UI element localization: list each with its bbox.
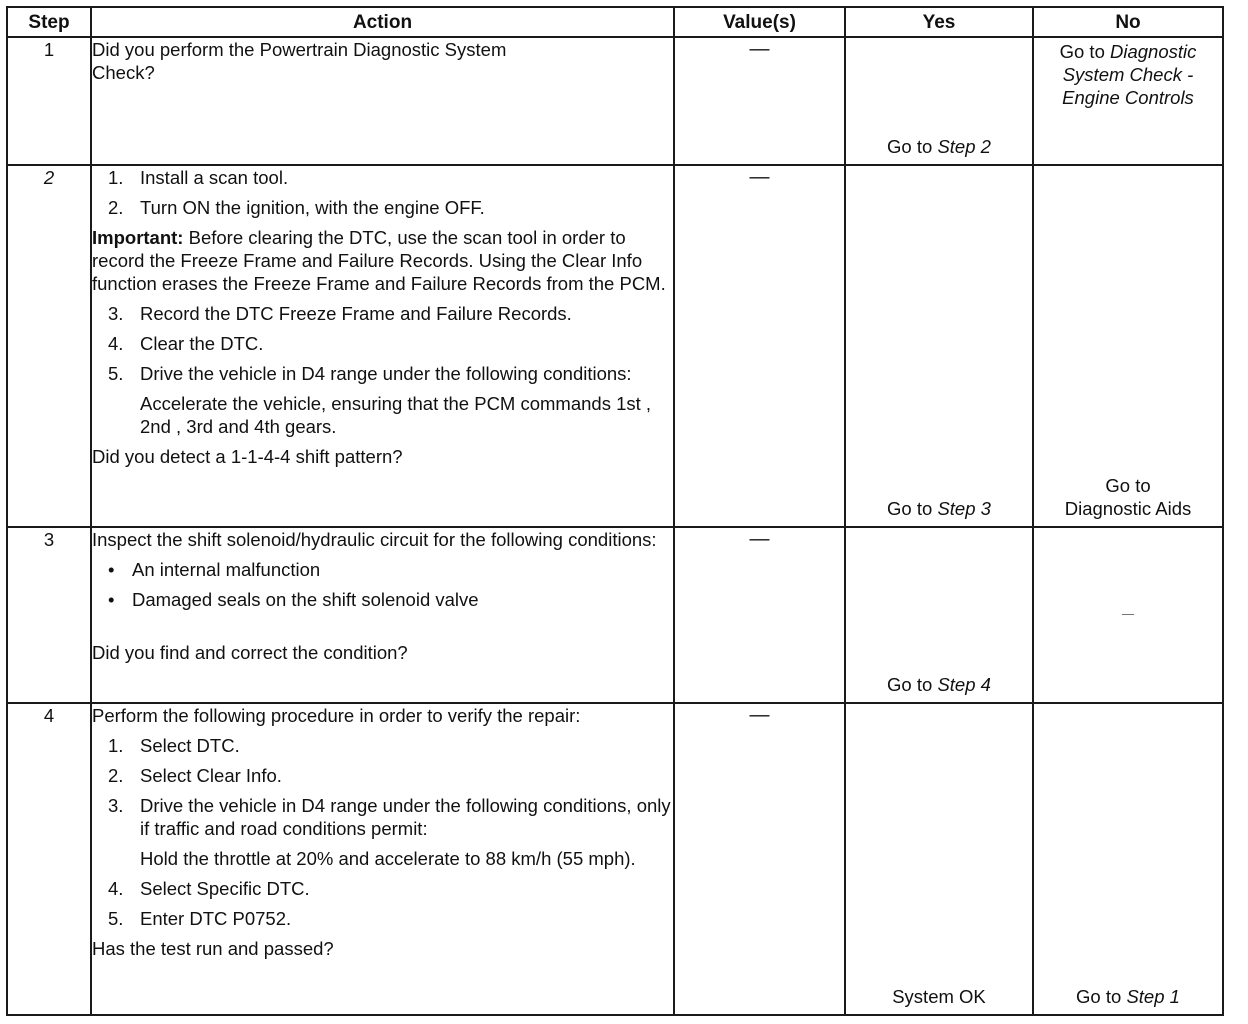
- no-step-link[interactable]: Step 1: [1126, 986, 1180, 1007]
- action-intro: Perform the following procedure in order to verify the repair:: [92, 705, 581, 726]
- step-number: 2: [7, 165, 91, 527]
- item-text: Clear the DTC.: [140, 333, 264, 354]
- no-result[interactable]: [1034, 985, 1222, 1008]
- header-step: Step: [7, 7, 91, 37]
- item-number: 3.: [108, 795, 124, 816]
- value-cell: —: [674, 527, 845, 703]
- value-cell: —: [674, 37, 845, 165]
- step-number: 3: [7, 527, 91, 703]
- action-cell: [91, 703, 674, 1015]
- yes-cell: [845, 527, 1033, 703]
- no-cell: [1033, 165, 1223, 527]
- item-number: 2.: [108, 197, 124, 218]
- table-row-step-1: [7, 37, 1223, 165]
- list-item: [92, 588, 673, 611]
- header-row: [7, 7, 1223, 37]
- list-item: [92, 558, 673, 581]
- important-note: [92, 226, 673, 295]
- yes-result[interactable]: [846, 135, 1032, 158]
- action-question: Has the test run and passed?: [92, 938, 334, 959]
- yes-prefix: Go to: [887, 498, 938, 519]
- item-text: Select Clear Info.: [140, 765, 282, 786]
- header-no: No: [1033, 7, 1223, 37]
- yes-step-link[interactable]: Step 2: [937, 136, 991, 157]
- header-yes: Yes: [845, 7, 1033, 37]
- yes-result[interactable]: [846, 497, 1032, 520]
- header-values: Value(s): [674, 7, 845, 37]
- item-text: Select Specific DTC.: [140, 878, 310, 899]
- value-cell: —: [674, 703, 845, 1015]
- step-number: 4: [7, 703, 91, 1015]
- value-cell: —: [674, 165, 845, 527]
- table-row-step-4: [7, 703, 1223, 1015]
- no-prefix: Go to: [1059, 41, 1110, 62]
- yes-prefix: Go to: [887, 674, 938, 695]
- important-label: Important:: [92, 227, 184, 248]
- yes-cell: [845, 703, 1033, 1015]
- item-text: Enter DTC P0752.: [140, 908, 292, 929]
- action-cell: [91, 165, 674, 527]
- list-item: [92, 794, 673, 840]
- table-row-step-2: [7, 165, 1223, 527]
- action-cell: [91, 527, 674, 703]
- action-question: Did you detect a 1-1-4-4 shift pattern?: [92, 446, 403, 467]
- yes-cell: [845, 37, 1033, 165]
- yes-cell: [845, 165, 1033, 527]
- item-text: Turn ON the ignition, with the engine OFF.: [140, 197, 485, 218]
- important-text: Before clearing the DTC, use the scan tool in order to record the Freeze Frame and Failure Records. Using the Clear Info function erases the Freeze Frame and Failure Records from the PCM.: [92, 227, 666, 294]
- yes-step-link[interactable]: Step 3: [937, 498, 991, 519]
- table-row-step-3: [7, 527, 1223, 703]
- sub-instruction: Accelerate the vehicle, ensuring that the PCM commands 1st , 2nd , 3rd and 4th gears.: [140, 393, 652, 437]
- diagnostic-table: [6, 6, 1224, 1016]
- item-number: 2.: [108, 765, 124, 786]
- no-result[interactable]: Go to Diagnostic Aids: [1064, 475, 1192, 519]
- item-text: Drive the vehicle in D4 range under the following conditions:: [140, 363, 632, 384]
- item-number: 3.: [108, 303, 124, 324]
- no-prefix: Go to: [1076, 986, 1127, 1007]
- action-question: Did you find and correct the condition?: [92, 642, 408, 663]
- header-action: Action: [91, 7, 674, 37]
- item-text: Record the DTC Freeze Frame and Failure Records.: [140, 303, 572, 324]
- action-intro: Inspect the shift solenoid/hydraulic circuit for the following conditions:: [92, 529, 657, 550]
- list-item: [92, 302, 673, 325]
- list-item: [92, 332, 673, 355]
- item-text: An internal malfunction: [132, 559, 321, 580]
- item-number: 5.: [108, 908, 124, 929]
- item-number: 1.: [108, 735, 124, 756]
- item-number: 4.: [108, 333, 124, 354]
- list-item: [92, 166, 673, 189]
- yes-prefix: Go to: [887, 136, 938, 157]
- item-number: 5.: [108, 363, 124, 384]
- action-cell: [91, 37, 674, 165]
- no-cell: [1033, 37, 1223, 165]
- list-item: [92, 196, 673, 219]
- item-text: Install a scan tool.: [140, 167, 289, 188]
- item-text: Select DTC.: [140, 735, 240, 756]
- list-item: [92, 362, 673, 385]
- no-cell: [1033, 527, 1223, 703]
- item-text: Drive the vehicle in D4 range under the following conditions, only if traffic and road conditions permit:: [140, 795, 671, 839]
- list-item: [92, 907, 673, 930]
- bullet-icon: •: [108, 559, 115, 580]
- list-item: [92, 877, 673, 900]
- no-cell: [1033, 703, 1223, 1015]
- yes-step-link[interactable]: Step 4: [937, 674, 991, 695]
- no-result: —: [1122, 606, 1134, 621]
- item-number: 4.: [108, 878, 124, 899]
- step-number: 1: [7, 37, 91, 165]
- yes-result[interactable]: System OK: [892, 986, 986, 1007]
- bullet-icon: •: [108, 589, 115, 610]
- no-result[interactable]: [1034, 40, 1222, 109]
- yes-result[interactable]: [846, 673, 1032, 696]
- action-question: Did you perform the Powertrain Diagnostic System Check?: [92, 39, 507, 83]
- list-item: [92, 764, 673, 787]
- sub-instruction: Hold the throttle at 20% and accelerate to 88 km/h (55 mph).: [140, 848, 636, 869]
- item-text: Damaged seals on the shift solenoid valve: [132, 589, 479, 610]
- list-item: [92, 734, 673, 757]
- item-number: 1.: [108, 167, 124, 188]
- no-link[interactable]: Diagnostic System Check - Engine Controls: [1062, 41, 1197, 108]
